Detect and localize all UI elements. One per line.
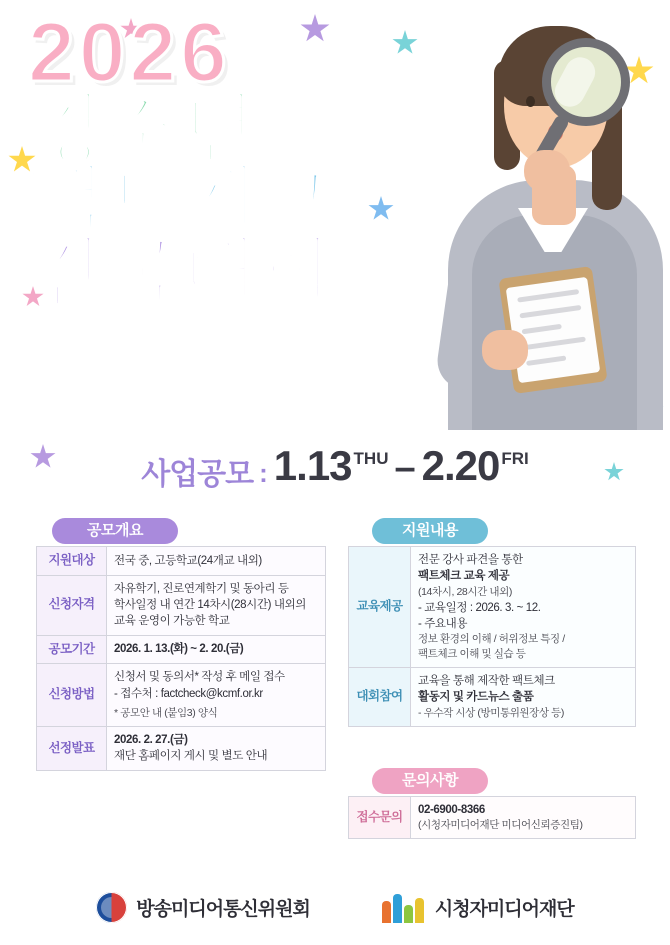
row-line: 재단 홈페이지 게시 및 별도 안내 (114, 750, 268, 763)
table-row (37, 664, 326, 727)
row-key: 신청방법 (37, 664, 107, 727)
row-line: 신청서 및 동의서* 작성 후 메일 접수 (114, 671, 285, 684)
row-line: 전문 강사 파견을 통한 (418, 554, 523, 566)
cmf-logo-icon (382, 893, 426, 923)
application-period-line (0, 442, 670, 493)
row-key: 신청자격 (37, 575, 107, 635)
row-line: 정보 환경의 이해 / 허위정보 특징 / (418, 633, 565, 646)
row-line: 팩트체크 교육 제공 (418, 570, 510, 583)
dateline-end-weekday: FRI (501, 449, 529, 468)
logo-label: 시청자미디어재단 (434, 899, 574, 920)
table-row (37, 547, 326, 576)
dateline-colon: : (259, 458, 268, 488)
row-line: * 공모안 내 (붙임3) 양식 (114, 707, 218, 720)
row-line: - 접수처 : factcheck@kcmf.or.kr (114, 687, 263, 700)
dateline-end: 2.20 (421, 442, 500, 489)
table-row (37, 635, 326, 664)
dateline-label: 사업공모 (141, 458, 254, 491)
row-value (107, 547, 326, 576)
logo-item-kcc (96, 892, 310, 923)
row-line: (시청자미디어재단 미디어신뢰증진팀) (418, 819, 583, 832)
row-value (411, 797, 636, 839)
row-line: 팩트체크 이해 및 실습 등 (418, 648, 526, 661)
table-row (349, 547, 636, 668)
contact-panel-table (348, 796, 636, 839)
row-line: - 교육일정 : 2026. 3. ~ 12. (418, 601, 541, 614)
row-line: 교육 운영이 가능한 학교 (114, 615, 230, 628)
logo-item-kcmf (382, 893, 574, 923)
left-panel-table (36, 546, 326, 771)
title-line-2: 팩트체크 (28, 158, 334, 247)
table-row (37, 727, 326, 771)
row-value (411, 547, 636, 668)
row-line: 활동지 및 카드뉴스 출품 (418, 691, 534, 704)
row-key: 공모기간 (37, 635, 107, 664)
row-line: (14차시, 28시간 내외) (418, 585, 512, 598)
logo-label: 방송미디어통신위원회 (136, 899, 310, 920)
row-value (107, 635, 326, 664)
row-line: - 우수작 시상 (방미통위원장상 등) (418, 706, 565, 719)
row-value (107, 664, 326, 727)
contact-panel-tag: 문의사항 (372, 768, 488, 794)
row-value (107, 575, 326, 635)
row-line: 2026. 1. 13.(화) ~ 2. 20.(금) (114, 643, 244, 656)
title-year: 2026 (28, 5, 231, 99)
table-row (349, 668, 636, 727)
table-row (349, 797, 636, 839)
row-key: 접수문의 (349, 797, 411, 839)
row-key: 대회참여 (349, 668, 411, 727)
row-value (107, 727, 326, 771)
table-row (37, 575, 326, 635)
title-line-1: 청소년 (28, 86, 258, 175)
dateline-start: 1.13 (273, 442, 352, 489)
row-line: 자유학기, 진로연계학기 및 동아리 등 (114, 582, 289, 595)
footer-logos (0, 892, 670, 923)
row-line: 교육을 통해 제작한 팩트체크 (418, 675, 555, 688)
row-value (411, 668, 636, 727)
left-panel-tag: 공모개요 (52, 518, 178, 544)
title-line-3: 전국대회 (28, 230, 334, 319)
dateline-start-weekday: THU (353, 449, 389, 468)
taegeuk-emblem-icon (96, 892, 127, 923)
row-line: 2026. 2. 27.(금) (114, 734, 188, 747)
row-line: 02-6900-8366 (418, 804, 485, 816)
row-key: 선정발표 (37, 727, 107, 771)
row-line: - 주요내용 (418, 617, 468, 630)
row-key: 지원대상 (37, 547, 107, 576)
row-key: 교육제공 (349, 547, 411, 668)
row-line: 전국 중, 고등학교(24개교 내외) (114, 554, 262, 567)
right-panel-tag: 지원내용 (372, 518, 488, 544)
right-panel-table (348, 546, 636, 727)
row-line: 학사일정 내 연간 14차시(28시간) 내외의 (114, 599, 306, 612)
dateline-dash: – (394, 447, 416, 489)
poster-title (28, 5, 468, 319)
